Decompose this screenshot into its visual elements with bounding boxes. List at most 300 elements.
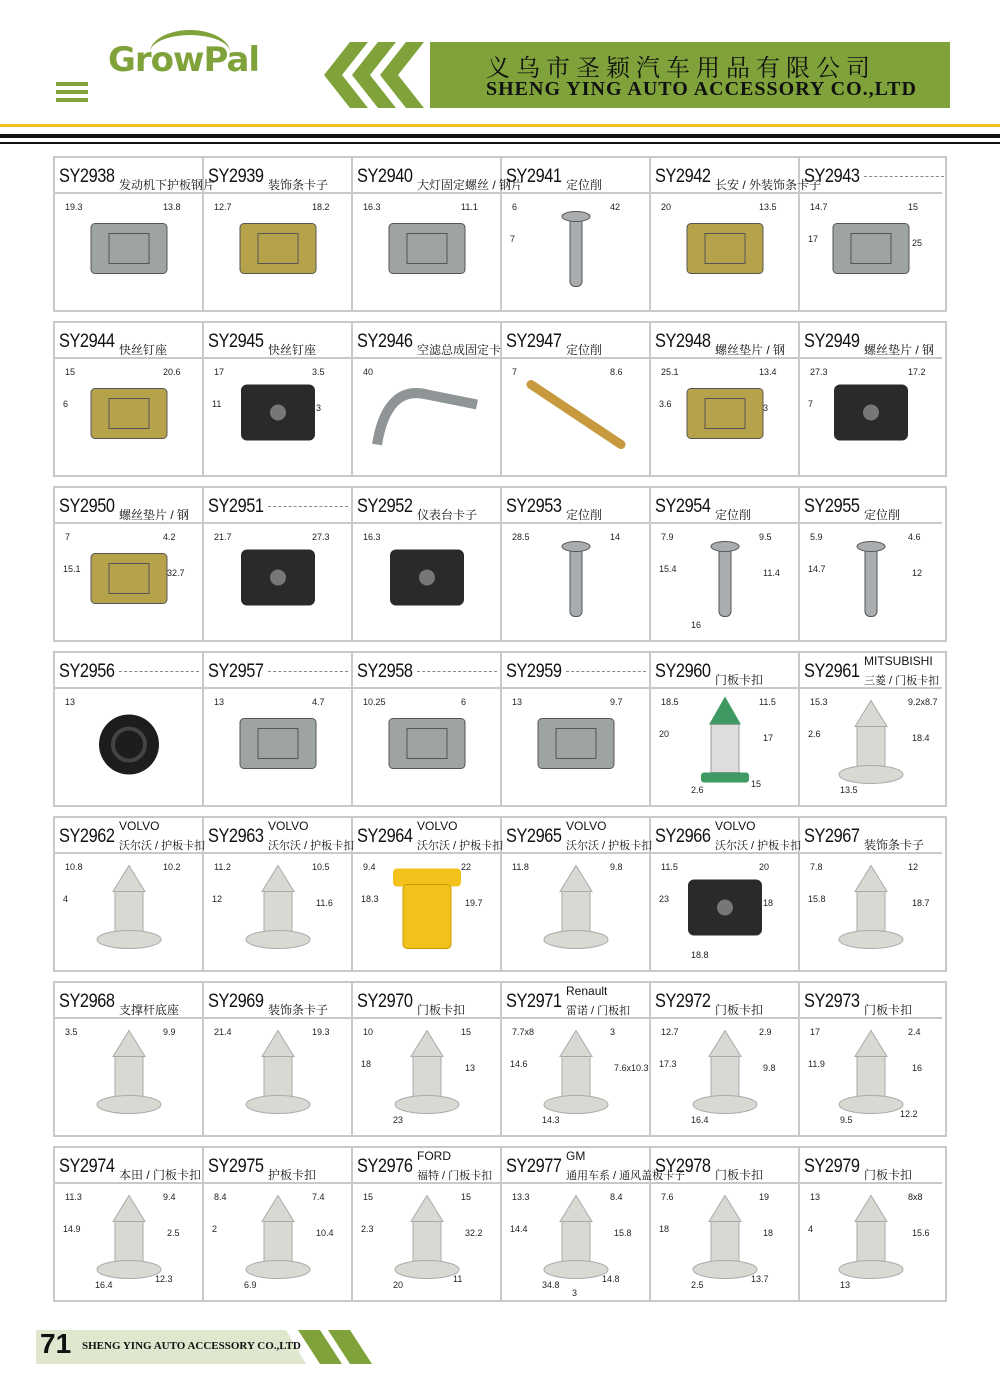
company-name-cn: 义乌市圣颖汽车用品有限公司 <box>486 54 876 82</box>
product-cell <box>502 818 651 970</box>
product-description: 装饰条卡子 <box>268 1003 329 1017</box>
product-cell <box>204 1148 353 1300</box>
product-caption <box>502 323 649 359</box>
dimension-label: 12 <box>908 862 919 872</box>
product-cell <box>800 983 942 1135</box>
dimension-label: 17 <box>810 1027 821 1037</box>
product-code: SY2979 <box>804 1156 860 1177</box>
product-cell <box>502 653 651 805</box>
product-caption <box>55 653 202 689</box>
product-cell <box>800 323 942 475</box>
white-clip-icon <box>685 1027 765 1128</box>
product-caption <box>353 1148 500 1184</box>
product-description: 沃尔沃 / 护板卡扣 <box>268 840 355 852</box>
product-code: SY2963 <box>208 826 264 847</box>
dimension-label: 7.6 <box>661 1192 674 1202</box>
product-caption <box>55 488 202 524</box>
dimension-label: 18 <box>361 1059 372 1069</box>
product-caption <box>204 488 351 524</box>
product-caption <box>800 488 942 524</box>
dimension-label: 18 <box>763 898 774 908</box>
dimension-label: 2.4 <box>908 1027 921 1037</box>
product-caption <box>800 983 942 1019</box>
pin-clip-icon <box>705 535 745 630</box>
dimension-label: 9.4 <box>163 1192 176 1202</box>
product-brand: GM <box>566 1149 586 1163</box>
product-cell <box>800 818 942 970</box>
product-description: 门板卡扣 <box>715 673 764 687</box>
dimension-label: 15 <box>461 1027 472 1037</box>
product-code: SY2957 <box>208 661 264 682</box>
dimension-label: 18.3 <box>361 894 379 904</box>
product-description: 三菱 / 门板卡扣 <box>864 675 940 687</box>
white-clip-icon <box>831 697 911 798</box>
dimension-label: 3 <box>572 1288 578 1298</box>
dimension-label: 16.3 <box>363 532 381 542</box>
product-code: SY2942 <box>655 166 711 187</box>
brand-logo: GrowPal <box>108 40 260 80</box>
product-cell <box>353 653 502 805</box>
black-clip-icon <box>680 870 770 955</box>
product-description: 快丝钉座 <box>119 343 168 357</box>
dimension-label: 17 <box>808 234 819 244</box>
brass-clip-icon <box>228 210 328 295</box>
dimension-label: 17 <box>763 733 774 743</box>
product-caption <box>651 818 802 854</box>
product-cell <box>353 488 502 640</box>
product-description: 长安 / 外装饰条卡子 <box>715 178 822 192</box>
dimension-label: 2.6 <box>691 785 704 795</box>
dimension-label: 16.4 <box>95 1280 113 1290</box>
black-clip-icon <box>826 375 916 460</box>
dimension-label: 6 <box>63 399 69 409</box>
brass-clip-icon <box>79 540 179 625</box>
dimension-label: 4.6 <box>908 532 921 542</box>
dimension-label: 13 <box>840 1280 851 1290</box>
product-photo <box>800 359 942 475</box>
catalog-row <box>53 486 947 642</box>
dimension-label: 3 <box>316 403 322 413</box>
product-photo <box>502 1184 649 1300</box>
product-caption <box>651 1148 798 1184</box>
product-code: SY2948 <box>655 331 711 352</box>
dimension-label: 13 <box>65 697 76 707</box>
product-cell <box>800 488 942 640</box>
product-photo <box>651 1184 798 1300</box>
dimension-label: 23 <box>393 1115 404 1125</box>
product-caption <box>651 488 798 524</box>
product-photo <box>651 1019 798 1135</box>
product-description: 发动机下护板钢片 <box>119 178 216 192</box>
product-description: 螺丝垫片 / 钢 <box>119 508 190 522</box>
caption-dash-line <box>268 506 348 507</box>
metal-clip-icon <box>377 210 477 295</box>
product-caption <box>204 323 351 359</box>
product-description: 定位削 <box>566 508 603 522</box>
dimension-label: 14.6 <box>510 1059 528 1069</box>
product-description: 护板卡扣 <box>268 1168 317 1182</box>
dimension-label: 12 <box>212 894 223 904</box>
dimension-label: 18.7 <box>912 898 930 908</box>
product-brand: VOLVO <box>119 819 160 833</box>
pin-clip-icon <box>556 205 596 300</box>
dimension-label: 28.5 <box>512 532 530 542</box>
caption-dash-line <box>119 671 199 672</box>
product-brand: VOLVO <box>268 819 309 833</box>
dimension-label: 7.4 <box>312 1192 325 1202</box>
product-cell <box>55 488 204 640</box>
product-caption <box>800 653 942 689</box>
product-code: SY2965 <box>506 826 562 847</box>
product-brand: VOLVO <box>417 819 458 833</box>
dimension-label: 18.8 <box>691 950 709 960</box>
white-clip-icon <box>536 862 616 963</box>
product-photo <box>204 1019 351 1135</box>
product-code: SY2975 <box>208 1156 264 1177</box>
product-photo <box>55 1019 202 1135</box>
metal-clip-icon <box>526 705 626 790</box>
dimension-label: 9.5 <box>840 1115 853 1125</box>
white-clip-icon <box>831 862 911 963</box>
product-caption <box>502 818 653 854</box>
product-description: 福特 / 门板卡扣 <box>417 1170 493 1182</box>
catalog-row <box>53 981 947 1137</box>
product-photo <box>502 854 649 970</box>
dimension-label: 2.6 <box>808 729 821 739</box>
product-cell <box>55 983 204 1135</box>
dimension-label: 14.4 <box>510 1224 528 1234</box>
dimension-label: 18.2 <box>312 202 330 212</box>
black-clip-icon <box>382 540 472 625</box>
product-caption <box>204 158 351 194</box>
product-description: 本田 / 门板卡扣 <box>119 1168 202 1182</box>
dimension-label: 7.9 <box>661 532 674 542</box>
dimension-label: 18.5 <box>661 697 679 707</box>
dimension-label: 4.2 <box>163 532 176 542</box>
product-caption <box>353 158 524 194</box>
dimension-label: 8.4 <box>610 1192 623 1202</box>
dimension-label: 15.6 <box>912 1228 930 1238</box>
product-code: SY2958 <box>357 661 413 682</box>
product-photo <box>353 1184 500 1300</box>
product-code: SY2943 <box>804 166 860 187</box>
dimension-label: 21.4 <box>214 1027 232 1037</box>
product-description: 门板卡扣 <box>715 1168 764 1182</box>
product-cell <box>204 983 353 1135</box>
product-photo <box>800 689 942 805</box>
dimension-label: 3 <box>610 1027 616 1037</box>
product-cell <box>502 983 651 1135</box>
product-caption <box>800 323 942 359</box>
product-description: 空滤总成固定卡 <box>417 343 502 357</box>
dimension-label: 16 <box>912 1063 923 1073</box>
product-cell <box>204 323 353 475</box>
product-description: 定位削 <box>566 343 603 357</box>
brass-clip-icon <box>675 210 775 295</box>
product-description: 定位削 <box>566 178 603 192</box>
dimension-label: 12.7 <box>214 202 232 212</box>
product-cell <box>800 653 942 805</box>
product-cell <box>204 653 353 805</box>
dimension-label: 18 <box>763 1228 774 1238</box>
product-description: 装饰条卡子 <box>864 838 925 852</box>
dimension-label: 18.4 <box>912 733 930 743</box>
metal-clip-icon <box>821 210 921 295</box>
product-photo <box>55 854 202 970</box>
white-clip-icon <box>238 862 318 963</box>
product-cell <box>55 818 204 970</box>
white-clip-icon <box>238 1027 318 1128</box>
product-description: 门板卡扣 <box>864 1168 913 1182</box>
product-photo <box>502 524 649 640</box>
dimension-label: 4 <box>808 1224 814 1234</box>
dimension-label: 15 <box>65 367 76 377</box>
product-caption <box>204 1148 351 1184</box>
dimension-label: 13.5 <box>840 785 858 795</box>
product-code: SY2939 <box>208 166 264 187</box>
dimension-label: 6 <box>461 697 467 707</box>
product-code: SY2973 <box>804 991 860 1012</box>
product-caption <box>204 653 351 689</box>
catalog-row <box>53 1146 947 1302</box>
rubber-clip-icon <box>94 710 164 785</box>
product-description: 快丝钉座 <box>268 343 317 357</box>
product-photo <box>353 194 500 310</box>
dimension-label: 32.7 <box>167 568 185 578</box>
dimension-label: 5.9 <box>810 532 823 542</box>
product-description: 门板卡扣 <box>715 1003 764 1017</box>
dimension-label: 8.4 <box>214 1192 227 1202</box>
menu-lines-decoration <box>56 82 88 106</box>
product-cell <box>55 323 204 475</box>
product-description: 门板卡扣 <box>417 1003 466 1017</box>
dimension-label: 9.8 <box>763 1063 776 1073</box>
product-caption <box>502 488 649 524</box>
product-cell <box>800 1148 942 1300</box>
product-photo <box>502 689 649 805</box>
dimension-label: 10.8 <box>65 862 83 872</box>
dimension-label: 34.8 <box>542 1280 560 1290</box>
product-code: SY2968 <box>59 991 115 1012</box>
product-description: 沃尔沃 / 护板卡扣 <box>119 840 206 852</box>
dimension-label: 15 <box>363 1192 374 1202</box>
dimension-label: 17.2 <box>908 367 926 377</box>
dimension-label: 15.8 <box>808 894 826 904</box>
dimension-label: 15.4 <box>659 564 677 574</box>
product-caption <box>353 488 500 524</box>
rod-clip-icon <box>521 375 631 460</box>
black-clip-icon <box>233 540 323 625</box>
product-caption <box>502 158 649 194</box>
product-cell <box>353 158 524 310</box>
dimension-label: 8x8 <box>908 1192 923 1202</box>
product-code: SY2972 <box>655 991 711 1012</box>
dimension-label: 13.8 <box>163 202 181 212</box>
product-photo <box>55 1184 202 1300</box>
dimension-label: 13.3 <box>512 1192 530 1202</box>
dimension-label: 10.5 <box>312 862 330 872</box>
dimension-label: 10.4 <box>316 1228 334 1238</box>
product-caption <box>55 983 202 1019</box>
white-clip-icon <box>831 1192 911 1293</box>
dimension-label: 17.3 <box>659 1059 677 1069</box>
product-code: SY2977 <box>506 1156 562 1177</box>
dimension-label: 10.2 <box>163 862 181 872</box>
product-description: 沃尔沃 / 护板卡扣 <box>566 840 653 852</box>
dimension-label: 20 <box>393 1280 404 1290</box>
dimension-label: 23 <box>659 894 670 904</box>
dimension-label: 18 <box>659 1224 670 1234</box>
product-code: SY2950 <box>59 496 115 517</box>
product-brand: VOLVO <box>566 819 607 833</box>
dimension-label: 20 <box>659 729 670 739</box>
dimension-label: 11.1 <box>461 202 478 212</box>
dimension-label: 9.5 <box>759 532 772 542</box>
product-code: SY2938 <box>59 166 115 187</box>
pin-clip-icon <box>556 535 596 630</box>
dimension-label: 14.3 <box>542 1115 560 1125</box>
product-code: SY2964 <box>357 826 413 847</box>
product-description: 支撑杆底座 <box>119 1003 180 1017</box>
dimension-label: 10 <box>363 1027 374 1037</box>
product-photo <box>800 854 942 970</box>
dimension-label: 25.1 <box>661 367 679 377</box>
green-clip-icon <box>695 695 755 800</box>
product-caption <box>353 653 500 689</box>
header-rule-yellow <box>0 124 1000 127</box>
product-code: SY2946 <box>357 331 413 352</box>
product-photo <box>502 1019 649 1135</box>
pin-clip-icon <box>851 535 891 630</box>
dimension-label: 2.3 <box>361 1224 374 1234</box>
product-catalog-grid <box>53 156 947 1311</box>
product-photo <box>204 1184 351 1300</box>
dimension-label: 15.8 <box>614 1228 632 1238</box>
product-code: SY2959 <box>506 661 562 682</box>
metal-clip-icon <box>377 705 477 790</box>
product-cell <box>55 1148 204 1300</box>
product-code: SY2976 <box>357 1156 413 1177</box>
white-clip-icon <box>89 1027 169 1128</box>
dimension-label: 7 <box>510 234 516 244</box>
product-photo <box>651 854 798 970</box>
product-code: SY2966 <box>655 826 711 847</box>
product-cell <box>651 818 800 970</box>
product-photo <box>55 359 202 475</box>
dimension-label: 27.3 <box>312 532 330 542</box>
product-code: SY2947 <box>506 331 562 352</box>
product-caption <box>800 1148 942 1184</box>
page-number: 71 <box>40 1328 72 1359</box>
product-code: SY2969 <box>208 991 264 1012</box>
product-description: 大灯固定螺丝 / 钢片 <box>417 178 524 192</box>
dimension-label: 7 <box>65 532 71 542</box>
product-cell <box>353 983 502 1135</box>
product-caption <box>651 653 798 689</box>
product-code: SY2970 <box>357 991 413 1012</box>
dimension-label: 9.9 <box>163 1027 176 1037</box>
product-photo <box>502 359 649 475</box>
dimension-label: 7 <box>808 399 814 409</box>
product-code: SY2956 <box>59 661 115 682</box>
dimension-label: 32.2 <box>465 1228 483 1238</box>
caption-dash-line <box>566 671 646 672</box>
product-description: 定位削 <box>715 508 752 522</box>
brass-clip-icon <box>79 375 179 460</box>
product-caption <box>800 818 942 854</box>
dimension-label: 15.3 <box>810 697 828 707</box>
product-cell <box>651 1148 800 1300</box>
dimension-label: 14.7 <box>810 202 828 212</box>
product-photo <box>651 194 798 310</box>
dimension-label: 3 <box>763 403 769 413</box>
product-description: 装饰条卡子 <box>268 178 329 192</box>
product-code: SY2940 <box>357 166 413 187</box>
product-photo <box>353 854 500 970</box>
product-brand: Renault <box>566 984 608 998</box>
dimension-label: 27.3 <box>810 367 828 377</box>
page-header <box>0 0 1000 140</box>
product-photo <box>800 524 942 640</box>
product-cell <box>204 818 353 970</box>
product-code: SY2967 <box>804 826 860 847</box>
dimension-label: 2.5 <box>691 1280 704 1290</box>
dimension-label: 11.4 <box>763 568 780 578</box>
dimension-label: 11.9 <box>808 1059 825 1069</box>
dimension-label: 3.5 <box>65 1027 78 1037</box>
dimension-label: 19.7 <box>465 898 483 908</box>
dimension-label: 14.8 <box>602 1274 620 1284</box>
company-name-en: SHENG YING AUTO ACCESSORY CO.,LTD <box>486 78 917 100</box>
dimension-label: 13 <box>214 697 225 707</box>
product-code: SY2945 <box>208 331 264 352</box>
product-code: SY2960 <box>655 661 711 682</box>
product-cell <box>651 653 800 805</box>
header-rule-black <box>0 134 1000 138</box>
dimension-label: 25 <box>912 238 923 248</box>
product-photo <box>800 194 942 310</box>
dimension-label: 9.4 <box>363 862 376 872</box>
product-caption <box>502 983 649 1019</box>
dimension-label: 40 <box>363 367 374 377</box>
dimension-label: 19.3 <box>65 202 83 212</box>
product-cell <box>651 488 800 640</box>
catalog-row <box>53 816 947 972</box>
dimension-label: 13 <box>465 1063 476 1073</box>
product-caption <box>55 818 206 854</box>
dimension-label: 16.3 <box>363 202 381 212</box>
catalog-row <box>53 321 947 477</box>
product-photo <box>353 359 500 475</box>
product-photo <box>800 1019 942 1135</box>
product-cell <box>204 158 353 310</box>
product-photo <box>204 359 351 475</box>
product-caption <box>651 158 822 194</box>
dimension-label: 11.2 <box>214 862 231 872</box>
product-description: 定位削 <box>864 508 901 522</box>
dimension-label: 20 <box>661 202 672 212</box>
dimension-label: 7.7x8 <box>512 1027 535 1037</box>
dimension-label: 17 <box>214 367 225 377</box>
dimension-label: 19 <box>759 1192 770 1202</box>
product-code: SY2955 <box>804 496 860 517</box>
spring-clip-icon <box>367 375 487 460</box>
dimension-label: 2 <box>212 1224 218 1234</box>
product-brand: VOLVO <box>715 819 756 833</box>
product-cell <box>502 323 651 475</box>
dimension-label: 12.2 <box>900 1109 918 1119</box>
dimension-label: 11.5 <box>661 862 678 872</box>
